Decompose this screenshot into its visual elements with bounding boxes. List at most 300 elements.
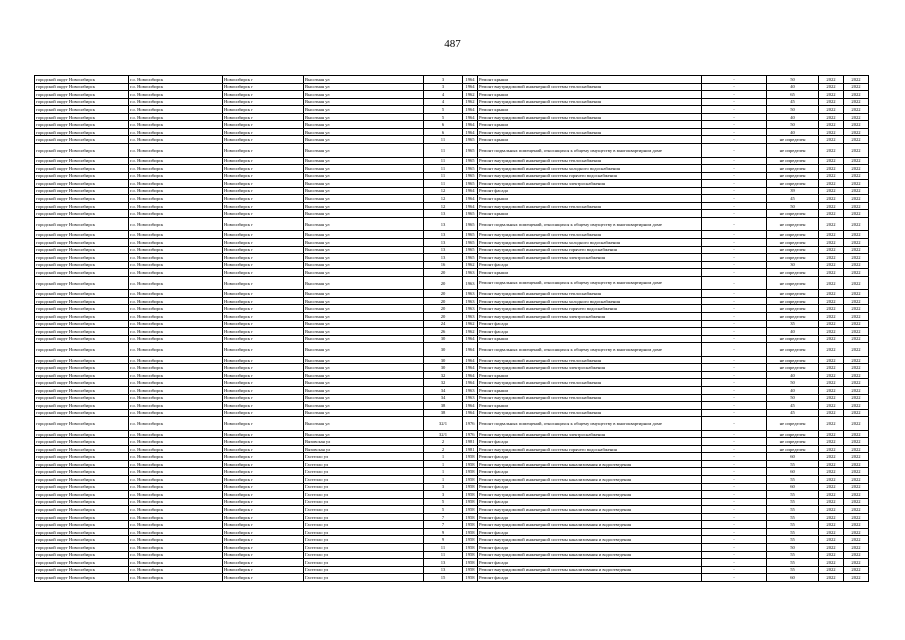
house-number-cell: 13 (424, 231, 463, 239)
work-type-cell: Ремонт крыши (478, 371, 702, 379)
work-type-cell: Ремонт фасада (478, 543, 702, 551)
municipal-district-cell: городской округ Новосибирск (35, 356, 129, 364)
dash-cell: - (702, 83, 767, 91)
plan-year-end-cell: 2022 (844, 402, 869, 410)
wear-percent-cell: не определен (767, 356, 819, 364)
year-built-cell: 1965 (463, 143, 478, 157)
wear-percent-cell: 45 (767, 409, 819, 417)
plan-year-start-cell: 2022 (819, 371, 844, 379)
table-row (35, 521, 869, 529)
plan-year-start-cell: 2022 (819, 417, 844, 431)
plan-year-end-cell: 2022 (844, 202, 869, 210)
table-row (35, 559, 869, 567)
plan-year-end-cell: 2022 (844, 83, 869, 91)
settlement-cell: г.о. Новосибирск (129, 438, 223, 446)
table-row (35, 217, 869, 231)
plan-year-end-cell: 2022 (844, 106, 869, 114)
wear-percent-cell: не определен (767, 290, 819, 298)
plan-year-start-cell: 2022 (819, 364, 844, 372)
street-cell: Высотная ул (304, 356, 424, 364)
house-number-cell: 20 (424, 305, 463, 313)
house-number-cell: 11 (424, 136, 463, 144)
wear-percent-cell: не определен (767, 210, 819, 218)
wear-percent-cell: не определен (767, 217, 819, 231)
plan-year-start-cell: 2022 (819, 476, 844, 484)
work-type-cell: Ремонт крыши (478, 76, 702, 84)
year-built-cell: 1964 (463, 106, 478, 114)
settlement-cell: г.о. Новосибирск (129, 98, 223, 106)
dash-cell: - (702, 543, 767, 551)
municipal-district-cell: городской округ Новосибирск (35, 574, 129, 582)
street-cell: Высотная ул (304, 187, 424, 195)
house-number-cell: 30 (424, 335, 463, 343)
dash-cell: - (702, 276, 767, 290)
year-built-cell: 1964 (463, 195, 478, 203)
plan-year-start-cell: 2022 (819, 217, 844, 231)
settlement-cell: г.о. Новосибирск (129, 113, 223, 121)
wear-percent-cell: не определен (767, 438, 819, 446)
table-row (35, 356, 869, 364)
year-built-cell: 1965 (463, 172, 478, 180)
house-number-cell: 32/1 (424, 430, 463, 438)
locality-cell: Новосибирск г (223, 430, 304, 438)
settlement-cell: г.о. Новосибирск (129, 231, 223, 239)
year-built-cell: 1958 (463, 536, 478, 544)
municipal-district-cell: городской округ Новосибирск (35, 305, 129, 313)
year-built-cell: 1964 (463, 121, 478, 129)
plan-year-start-cell: 2022 (819, 121, 844, 129)
dash-cell: - (702, 113, 767, 121)
dash-cell: - (702, 402, 767, 410)
street-cell: Высотная ул (304, 335, 424, 343)
year-built-cell: 1976 (463, 430, 478, 438)
house-number-cell: 13 (424, 239, 463, 247)
plan-year-start-cell: 2022 (819, 320, 844, 328)
plan-year-end-cell: 2022 (844, 180, 869, 188)
settlement-cell: г.о. Новосибирск (129, 195, 223, 203)
work-type-cell: Ремонт фасада (478, 438, 702, 446)
wear-percent-cell: не определен (767, 297, 819, 305)
locality-cell: Новосибирск г (223, 165, 304, 173)
work-type-cell: Ремонт внутридомовой инженерной системы холодного водоснабжения (478, 297, 702, 305)
table-row (35, 83, 869, 91)
locality-cell: Новосибирск г (223, 468, 304, 476)
street-cell: Высотная ул (304, 269, 424, 277)
municipal-district-cell: городской округ Новосибирск (35, 254, 129, 262)
dash-cell: - (702, 76, 767, 84)
dash-cell: - (702, 180, 767, 188)
settlement-cell: г.о. Новосибирск (129, 430, 223, 438)
municipal-district-cell: городской округ Новосибирск (35, 91, 129, 99)
plan-year-start-cell: 2022 (819, 239, 844, 247)
plan-year-start-cell: 2022 (819, 483, 844, 491)
house-number-cell: 32/1 (424, 417, 463, 431)
table-row (35, 246, 869, 254)
wear-percent-cell: 55 (767, 566, 819, 574)
settlement-cell: г.о. Новосибирск (129, 483, 223, 491)
municipal-district-cell: городской округ Новосибирск (35, 394, 129, 402)
settlement-cell: г.о. Новосибирск (129, 187, 223, 195)
work-type-cell: Ремонт внутридомовой инженерной системы канализования и водоотведения (478, 460, 702, 468)
locality-cell: Новосибирск г (223, 371, 304, 379)
dash-cell: - (702, 513, 767, 521)
page-number: 487 (444, 38, 461, 50)
year-built-cell: 1958 (463, 551, 478, 559)
table-row (35, 320, 869, 328)
house-number-cell: 6 (424, 128, 463, 136)
locality-cell: Новосибирск г (223, 187, 304, 195)
street-cell: Высотная ул (304, 106, 424, 114)
locality-cell: Новосибирск г (223, 297, 304, 305)
dash-cell: - (702, 305, 767, 313)
dash-cell: - (702, 165, 767, 173)
plan-year-end-cell: 2022 (844, 276, 869, 290)
municipal-district-cell: городской округ Новосибирск (35, 521, 129, 529)
table-row (35, 202, 869, 210)
table-row (35, 506, 869, 514)
year-built-cell: 1958 (463, 528, 478, 536)
street-cell: Высотная ул (304, 430, 424, 438)
wear-percent-cell: 55 (767, 476, 819, 484)
locality-cell: Новосибирск г (223, 128, 304, 136)
plan-year-end-cell: 2022 (844, 113, 869, 121)
wear-percent-cell: 65 (767, 91, 819, 99)
municipal-district-cell: городской округ Новосибирск (35, 491, 129, 499)
table-row (35, 106, 869, 114)
locality-cell: Новосибирск г (223, 172, 304, 180)
municipal-district-cell: городской округ Новосибирск (35, 76, 129, 84)
house-number-cell: 1 (424, 476, 463, 484)
plan-year-start-cell: 2022 (819, 356, 844, 364)
street-cell: Высотная ул (304, 320, 424, 328)
work-type-cell: Ремонт внутридомовой инженерной системы теплоснабжения (478, 128, 702, 136)
work-type-cell: Ремонт крыши (478, 195, 702, 203)
wear-percent-cell: 40 (767, 113, 819, 121)
year-built-cell: 1958 (463, 498, 478, 506)
work-type-cell: Ремонт внутридомовой инженерной системы холодного водоснабжения (478, 239, 702, 247)
plan-year-start-cell: 2022 (819, 172, 844, 180)
street-cell: Высотная ул (304, 143, 424, 157)
dash-cell: - (702, 468, 767, 476)
plan-year-start-cell: 2022 (819, 143, 844, 157)
work-type-cell: Ремонт фасада (478, 261, 702, 269)
wear-percent-cell: 55 (767, 506, 819, 514)
table-row (35, 128, 869, 136)
plan-year-start-cell: 2022 (819, 386, 844, 394)
plan-year-start-cell: 2022 (819, 543, 844, 551)
settlement-cell: г.о. Новосибирск (129, 491, 223, 499)
plan-year-end-cell: 2022 (844, 261, 869, 269)
locality-cell: Новосибирск г (223, 483, 304, 491)
locality-cell: Новосибирск г (223, 136, 304, 144)
wear-percent-cell: 45 (767, 195, 819, 203)
plan-year-end-cell: 2022 (844, 128, 869, 136)
municipal-district-cell: городской округ Новосибирск (35, 157, 129, 165)
house-number-cell: 2 (424, 445, 463, 453)
settlement-cell: г.о. Новосибирск (129, 305, 223, 313)
year-built-cell: 1965 (463, 246, 478, 254)
work-type-cell: Ремонт крыши (478, 121, 702, 129)
plan-year-end-cell: 2022 (844, 143, 869, 157)
plan-year-end-cell: 2022 (844, 172, 869, 180)
municipal-district-cell: городской округ Новосибирск (35, 386, 129, 394)
settlement-cell: г.о. Новосибирск (129, 343, 223, 357)
municipal-district-cell: городской округ Новосибирск (35, 543, 129, 551)
dash-cell: - (702, 239, 767, 247)
settlement-cell: г.о. Новосибирск (129, 506, 223, 514)
municipal-district-cell: городской округ Новосибирск (35, 328, 129, 336)
municipal-district-cell: городской округ Новосибирск (35, 364, 129, 372)
street-cell: Высотная ул (304, 261, 424, 269)
year-built-cell: 1962 (463, 328, 478, 336)
year-built-cell: 1965 (463, 231, 478, 239)
settlement-cell: г.о. Новосибирск (129, 254, 223, 262)
locality-cell: Новосибирск г (223, 566, 304, 574)
locality-cell: Новосибирск г (223, 305, 304, 313)
plan-year-end-cell: 2022 (844, 187, 869, 195)
municipal-district-cell: городской округ Новосибирск (35, 476, 129, 484)
wear-percent-cell: 55 (767, 513, 819, 521)
plan-year-start-cell: 2022 (819, 559, 844, 567)
work-type-cell: Ремонт внутридомовой инженерной системы канализования и водоотведения (478, 566, 702, 574)
plan-year-end-cell: 2022 (844, 453, 869, 461)
plan-year-start-cell: 2022 (819, 491, 844, 499)
street-cell: Высотная ул (304, 165, 424, 173)
dash-cell: - (702, 491, 767, 499)
wear-percent-cell: 35 (767, 320, 819, 328)
year-built-cell: 1962 (463, 261, 478, 269)
settlement-cell: г.о. Новосибирск (129, 335, 223, 343)
locality-cell: Новосибирск г (223, 460, 304, 468)
municipal-district-cell: городской округ Новосибирск (35, 210, 129, 218)
work-type-cell: Ремонт фасада (478, 468, 702, 476)
year-built-cell: 1963 (463, 305, 478, 313)
municipal-district-cell: городской округ Новосибирск (35, 136, 129, 144)
work-type-cell: Ремонт внутридомовой инженерной системы горячего водоснабжения (478, 172, 702, 180)
plan-year-end-cell: 2022 (844, 566, 869, 574)
house-number-cell: 7 (424, 513, 463, 521)
municipal-district-cell: городской округ Новосибирск (35, 468, 129, 476)
wear-percent-cell: не определен (767, 364, 819, 372)
year-built-cell: 1962 (463, 320, 478, 328)
municipal-district-cell: городской округ Новосибирск (35, 113, 129, 121)
year-built-cell: 1963 (463, 313, 478, 321)
plan-year-end-cell: 2022 (844, 438, 869, 446)
dash-cell: - (702, 121, 767, 129)
settlement-cell: г.о. Новосибирск (129, 528, 223, 536)
street-cell: Высотная ул (304, 217, 424, 231)
table-row (35, 313, 869, 321)
municipal-district-cell: городской округ Новосибирск (35, 498, 129, 506)
plan-year-end-cell: 2022 (844, 157, 869, 165)
table-row (35, 113, 869, 121)
dash-cell: - (702, 328, 767, 336)
street-cell: Высотная ул (304, 305, 424, 313)
dash-cell: - (702, 290, 767, 298)
street-cell: Гастелло ул (304, 498, 424, 506)
work-type-cell: Ремонт внутридомовой инженерной системы теплоснабжения (478, 98, 702, 106)
work-type-cell: Ремонт внутридомовой инженерной системы теплоснабжения (478, 202, 702, 210)
locality-cell: Новосибирск г (223, 498, 304, 506)
municipal-district-cell: городской округ Новосибирск (35, 371, 129, 379)
dash-cell: - (702, 430, 767, 438)
plan-year-end-cell: 2022 (844, 290, 869, 298)
plan-year-start-cell: 2022 (819, 231, 844, 239)
dash-cell: - (702, 106, 767, 114)
house-number-cell: 3 (424, 76, 463, 84)
table-row (35, 297, 869, 305)
street-cell: Высотная ул (304, 128, 424, 136)
year-built-cell: 1963 (463, 297, 478, 305)
year-built-cell: 1963 (463, 276, 478, 290)
locality-cell: Новосибирск г (223, 379, 304, 387)
dash-cell: - (702, 210, 767, 218)
house-number-cell: 30 (424, 364, 463, 372)
house-number-cell: 20 (424, 276, 463, 290)
year-built-cell: 1958 (463, 468, 478, 476)
dash-cell: - (702, 136, 767, 144)
table-row (35, 165, 869, 173)
work-type-cell: Ремонт крыши (478, 386, 702, 394)
house-number-cell: 13 (424, 246, 463, 254)
street-cell: Гастелло ул (304, 574, 424, 582)
street-cell: Гастелло ул (304, 559, 424, 567)
street-cell: Высотная ул (304, 409, 424, 417)
year-built-cell: 1958 (463, 491, 478, 499)
municipal-district-cell: городской округ Новосибирск (35, 106, 129, 114)
street-cell: Высотная ул (304, 343, 424, 357)
work-type-cell: Ремонт фасада (478, 513, 702, 521)
settlement-cell: г.о. Новосибирск (129, 239, 223, 247)
locality-cell: Новосибирск г (223, 409, 304, 417)
wear-percent-cell: 40 (767, 328, 819, 336)
plan-year-end-cell: 2022 (844, 121, 869, 129)
house-number-cell: 13 (424, 254, 463, 262)
dash-cell: - (702, 356, 767, 364)
house-number-cell: 26 (424, 328, 463, 336)
plan-year-end-cell: 2022 (844, 98, 869, 106)
work-type-cell: Ремонт подвальных помещений, относящихся к общему имуществу в многоквартирном доме (478, 276, 702, 290)
table-row (35, 195, 869, 203)
locality-cell: Новосибирск г (223, 261, 304, 269)
year-built-cell: 1964 (463, 402, 478, 410)
wear-percent-cell: 40 (767, 128, 819, 136)
plan-year-end-cell: 2022 (844, 195, 869, 203)
locality-cell: Новосибирск г (223, 195, 304, 203)
locality-cell: Новосибирск г (223, 543, 304, 551)
street-cell: Высотная ул (304, 210, 424, 218)
work-type-cell: Ремонт внутридомовой инженерной системы горячего водоснабжения (478, 305, 702, 313)
table-row (35, 98, 869, 106)
house-number-cell: 12 (424, 195, 463, 203)
locality-cell: Новосибирск г (223, 290, 304, 298)
wear-percent-cell: 40 (767, 386, 819, 394)
locality-cell: Новосибирск г (223, 513, 304, 521)
plan-year-end-cell: 2022 (844, 364, 869, 372)
plan-year-start-cell: 2022 (819, 187, 844, 195)
house-number-cell: 20 (424, 313, 463, 321)
plan-year-start-cell: 2022 (819, 202, 844, 210)
wear-percent-cell: 55 (767, 460, 819, 468)
plan-year-end-cell: 2022 (844, 551, 869, 559)
municipal-district-cell: городской округ Новосибирск (35, 559, 129, 567)
table-row (35, 379, 869, 387)
table-row (35, 528, 869, 536)
house-number-cell: 13 (424, 559, 463, 567)
street-cell: Гастелло ул (304, 453, 424, 461)
capital-repair-table (34, 75, 869, 582)
settlement-cell: г.о. Новосибирск (129, 297, 223, 305)
work-type-cell: Ремонт внутридомовой инженерной системы канализования и водоотведения (478, 476, 702, 484)
street-cell: Гастелло ул (304, 543, 424, 551)
work-type-cell: Ремонт крыши (478, 210, 702, 218)
work-type-cell: Ремонт крыши (478, 91, 702, 99)
dash-cell: - (702, 476, 767, 484)
plan-year-end-cell: 2022 (844, 460, 869, 468)
dash-cell: - (702, 172, 767, 180)
wear-percent-cell: 50 (767, 106, 819, 114)
locality-cell: Новосибирск г (223, 269, 304, 277)
plan-year-end-cell: 2022 (844, 483, 869, 491)
settlement-cell: г.о. Новосибирск (129, 128, 223, 136)
municipal-district-cell: городской округ Новосибирск (35, 187, 129, 195)
plan-year-start-cell: 2022 (819, 513, 844, 521)
settlement-cell: г.о. Новосибирск (129, 551, 223, 559)
dash-cell: - (702, 187, 767, 195)
plan-year-start-cell: 2022 (819, 290, 844, 298)
wear-percent-cell: не определен (767, 445, 819, 453)
plan-year-end-cell: 2022 (844, 379, 869, 387)
plan-year-end-cell: 2022 (844, 574, 869, 582)
work-type-cell: Ремонт фасада (478, 528, 702, 536)
plan-year-end-cell: 2022 (844, 536, 869, 544)
work-type-cell: Ремонт внутридомовой инженерной системы канализования и водоотведения (478, 551, 702, 559)
plan-year-end-cell: 2022 (844, 468, 869, 476)
locality-cell: Новосибирск г (223, 254, 304, 262)
street-cell: Высотная ул (304, 98, 424, 106)
locality-cell: Новосибирск г (223, 445, 304, 453)
wear-percent-cell: не определен (767, 313, 819, 321)
street-cell: Гастелло ул (304, 528, 424, 536)
settlement-cell: г.о. Новосибирск (129, 180, 223, 188)
locality-cell: Новосибирск г (223, 217, 304, 231)
locality-cell: Новосибирск г (223, 343, 304, 357)
work-type-cell: Ремонт фасада (478, 483, 702, 491)
table-row (35, 483, 869, 491)
plan-year-start-cell: 2022 (819, 335, 844, 343)
municipal-district-cell: городской округ Новосибирск (35, 98, 129, 106)
plan-year-end-cell: 2022 (844, 559, 869, 567)
settlement-cell: г.о. Новосибирск (129, 328, 223, 336)
house-number-cell: 5 (424, 113, 463, 121)
settlement-cell: г.о. Новосибирск (129, 402, 223, 410)
plan-year-end-cell: 2022 (844, 430, 869, 438)
municipal-district-cell: городской округ Новосибирск (35, 83, 129, 91)
street-cell: Высотная ул (304, 202, 424, 210)
work-type-cell: Ремонт внутридомовой инженерной системы горячего водоснабжения (478, 445, 702, 453)
house-number-cell: 1 (424, 460, 463, 468)
plan-year-start-cell: 2022 (819, 453, 844, 461)
plan-year-end-cell: 2022 (844, 335, 869, 343)
work-type-cell: Ремонт подвальных помещений, относящихся к общему имуществу в многоквартирном доме (478, 143, 702, 157)
wear-percent-cell: 50 (767, 543, 819, 551)
municipal-district-cell: городской округ Новосибирск (35, 128, 129, 136)
house-number-cell: 12 (424, 202, 463, 210)
table-row (35, 210, 869, 218)
table-row (35, 187, 869, 195)
table-row (35, 453, 869, 461)
wear-percent-cell: не определен (767, 180, 819, 188)
